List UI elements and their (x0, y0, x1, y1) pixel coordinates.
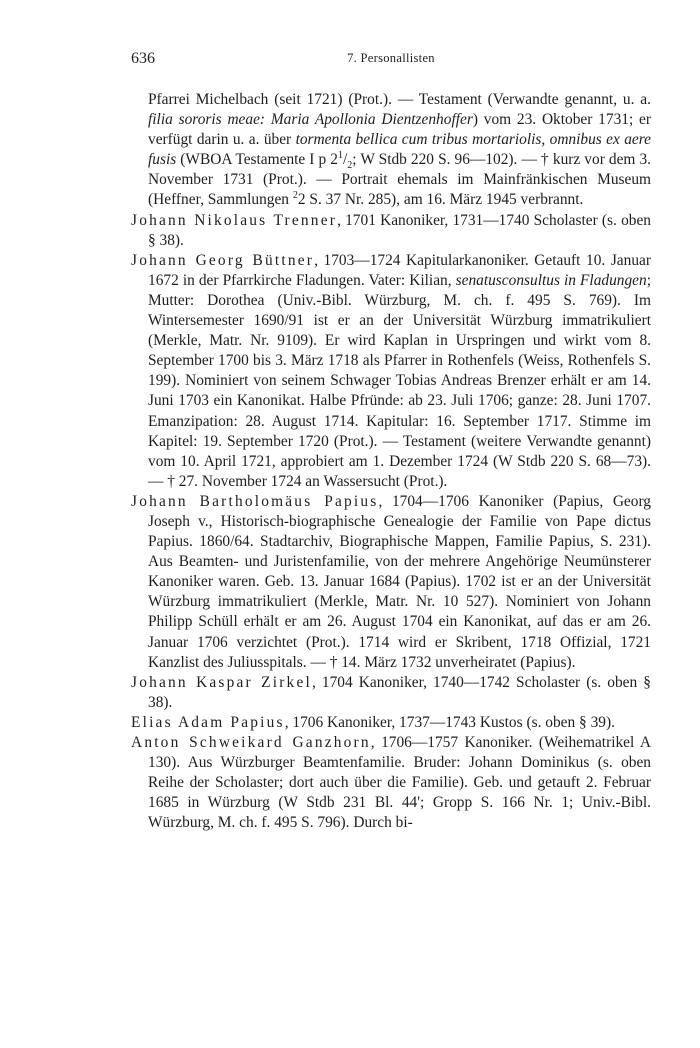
person-name: Johann Nikolaus Trenner (131, 211, 338, 229)
entry-text: ) vom 23. Oktober 1731; er verfügt darin u. a. über (148, 111, 651, 149)
entry-text: ; Mutter: Dorothea (Univ.-Bibl. Würzburg, M. ch. f. 495 S. 769). Im Wintersemester 1690/91 ist er an der Universität Würzburg immatrikuliert (Merkle, Matr. Nr. 9109). Er wird Kaplan in Urspringen und wirkt vom 8. September 1700 bis 3. März 1718 als Pfarrer in Rothenfels (Weiss, Rothenfels S. 199). Nominiert von seinem Schwager Tobias Andreas Brenzer erhält er am 14. Juni 1703 ein Kanonikat. Halbe Pfründe: ab 23. Juli 1706; ganze: 28. Juni 1707. Emanzipation: 28. August 1714. Kapitular: 16. September 1717. Stimme im Kapitel: 19. September 1720 (Prot.). — Testament (weitere Verwandte genannt) vom 10. April 1721, approbiert am 1. Dezember 1724 (W Stdb 220 S. 68—73). — † 27. November 1724 an Wassersucht (Prot.). (148, 271, 651, 490)
person-name: Elias Adam Papius (131, 713, 285, 731)
page-number: 636 (131, 50, 155, 67)
italic-quotation: senatusconsultus in Fladungen (455, 271, 647, 289)
entry-text: (WBOA Testamente I p 2 (176, 151, 338, 169)
entry-text: , 1703—1724 Kapitularkanoniker. Getauft 10. Januar 1672 in der Pfarrkirche Fladungen. Vater: Kilian, (148, 251, 651, 289)
entry-text: Pfarrei Michelbach (seit 1721) (Prot.). — Testament (Verwandte genannt, u. a. (148, 91, 651, 108)
entry-text: ; W Stdb 220 S. 96—102). — † kurz vor dem 3. November 1731 (Prot.). — Portrait ehemals im Mainfränkischen Museum (Heffner, Sammlungen (148, 151, 651, 209)
superscript: 1 (337, 150, 343, 162)
page-header (131, 50, 651, 72)
entry-text: , 1704—1706 Kanoniker (Papius, Georg Joseph v., Historisch-biographische Genealogie der Familie von Pape dictus Papius. 1860/64. Stadtarchiv, Biographische Mappen, Familie Papius, S. 231). Aus Beamten- und Juristenfamilie, von der mehrere Angehörige Neumünsterer Kanoniker waren. Geb. 13. Januar 1684 (Papius). 1702 ist er an der Universität Würzburg immatrikuliert (Merkle, Matr. Nr. 10 527). Nominiert von Johann Philipp Schüll erhält er am 26. August 1704 ein Kanonikat, auf das er am 26. Januar 1706 verzichtet (Prot.). 1714 wird er Skribent, 1718 Offizial, 1721 Kanzlist des Juliusspitals. — † 14. März 1732 unverheiratet (Papius). (148, 492, 652, 671)
subscript: 2 (347, 160, 353, 172)
running-head: 7. Personallisten (347, 51, 435, 65)
register-entry (131, 211, 651, 251)
register-entry (131, 492, 651, 673)
body-text (131, 90, 651, 833)
entry-continuation (131, 90, 651, 211)
register-entry (131, 713, 651, 733)
person-name: Anton Schweikard Ganzhorn (131, 734, 371, 751)
entry-text: , 1701 Kanoniker, 1731—1740 Scholaster (s. oben § 38). (148, 211, 651, 249)
italic-quotation: tormenta bellica cum tribus mortariolis, omnibus ex aere fusis (148, 131, 651, 169)
entry-text: , 1706—1757 Kanoniker. (Weihematrikel A 130). Aus Würzburger Beamtenfamilie. Bruder: Johann Dominikus (s. oben Reihe der Scholaster; dort auch über die Familie). Geb. und getauft 2. Februar 1685 in Würzburg (W Stdb 231 Bl. 44'; Gropp S. 166 Nr. 1; Univ.-Bibl. Würzburg, M. ch. f. 495 S. 796). Durch bi- (148, 734, 652, 832)
person-name: Johann Bartholomäus Papius (131, 492, 379, 510)
italic-quotation: filia sororis meae: Maria Apollonia Dientzenhoffer (148, 111, 473, 129)
entry-text: , 1706 Kanoniker, 1737—1743 Kustos (s. oben § 39). (284, 713, 615, 731)
register-entry (131, 673, 651, 713)
register-entry (131, 733, 651, 833)
entry-text: , 1704 Kanoniker, 1740—1742 Scholaster (s. oben § 38). (148, 673, 651, 711)
entry-text: 2 S. 37 Nr. 285), am 16. März 1945 verbrannt. (297, 191, 584, 209)
entry-text: / (342, 151, 348, 169)
register-entry (131, 251, 651, 492)
superscript: 2 (292, 190, 298, 202)
person-name: Johann Georg Büttner (131, 251, 315, 269)
person-name: Johann Kaspar Zirkel (131, 673, 312, 691)
